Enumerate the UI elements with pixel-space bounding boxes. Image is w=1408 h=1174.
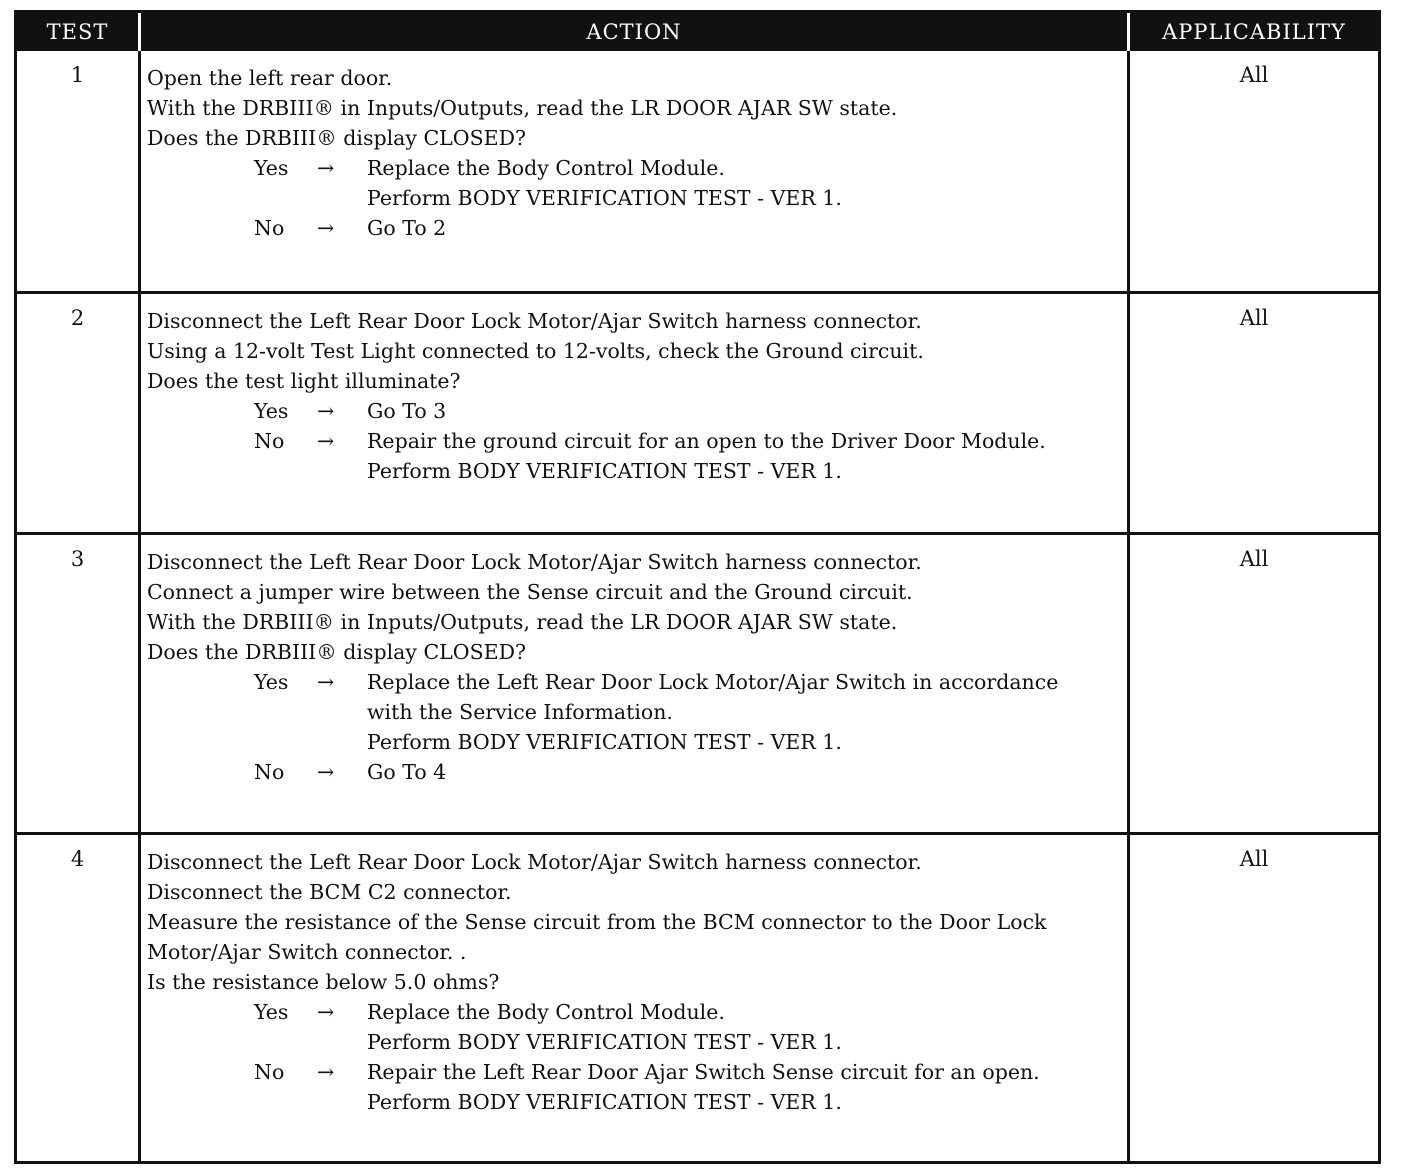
action-line: With the DRBIII® in Inputs/Outputs, read the LR DOOR AJAR SW state. bbox=[147, 610, 898, 634]
test-row bbox=[17, 832, 1378, 1164]
no-label: No bbox=[254, 429, 285, 453]
no-label: No bbox=[254, 216, 285, 240]
no-label: No bbox=[254, 760, 285, 784]
yes-label: Yes bbox=[254, 670, 289, 694]
test-number: 1 bbox=[70, 63, 85, 87]
arrow-icon: → bbox=[317, 1060, 335, 1084]
test-row bbox=[17, 532, 1378, 835]
arrow-icon: → bbox=[317, 429, 335, 453]
action-line: Disconnect the Left Rear Door Lock Motor/Ajar Switch harness connector. bbox=[147, 550, 922, 574]
test-number: 2 bbox=[70, 306, 85, 330]
arrow-icon: → bbox=[317, 399, 335, 423]
yes-action-text: Perform BODY VERIFICATION TEST - VER 1. bbox=[367, 1030, 842, 1054]
yes-action-text: Replace the Left Rear Door Lock Motor/Ajar Switch in accordance bbox=[367, 670, 1059, 694]
action-line: Does the test light illuminate? bbox=[147, 369, 461, 393]
yes-action-text: Replace the Body Control Module. bbox=[367, 156, 725, 180]
header-test: TEST bbox=[17, 13, 138, 51]
action-line: Connect a jumper wire between the Sense circuit and the Ground circuit. bbox=[147, 580, 913, 604]
applicability-value: All bbox=[1239, 306, 1269, 330]
action-cell bbox=[147, 306, 1127, 486]
action-cell bbox=[147, 847, 1127, 1117]
yes-response bbox=[147, 667, 1127, 757]
test-number: 4 bbox=[70, 847, 85, 871]
action-line: With the DRBIII® in Inputs/Outputs, read the LR DOOR AJAR SW state. bbox=[147, 96, 898, 120]
yes-action-text: Go To 3 bbox=[367, 399, 447, 423]
action-line: Is the resistance below 5.0 ohms? bbox=[147, 970, 500, 994]
yes-label: Yes bbox=[254, 399, 289, 423]
action-line: Motor/Ajar Switch connector. . bbox=[147, 940, 467, 964]
arrow-icon: → bbox=[317, 760, 335, 784]
yes-response bbox=[147, 997, 1127, 1057]
no-action-text: Perform BODY VERIFICATION TEST - VER 1. bbox=[367, 459, 842, 483]
applicability-value: All bbox=[1239, 847, 1269, 871]
arrow-icon: → bbox=[317, 1000, 335, 1024]
arrow-icon: → bbox=[317, 156, 335, 180]
yes-action-text: Perform BODY VERIFICATION TEST - VER 1. bbox=[367, 730, 842, 754]
yes-response bbox=[147, 396, 1127, 426]
applicability-value: All bbox=[1239, 63, 1269, 87]
action-line: Open the left rear door. bbox=[147, 66, 393, 90]
yes-action-text: Perform BODY VERIFICATION TEST - VER 1. bbox=[367, 186, 842, 210]
action-line: Disconnect the Left Rear Door Lock Motor/Ajar Switch harness connector. bbox=[147, 309, 922, 333]
yes-action-text: Replace the Body Control Module. bbox=[367, 1000, 725, 1024]
no-action-text: Repair the ground circuit for an open to the Driver Door Module. bbox=[367, 429, 1046, 453]
header-action: ACTION bbox=[141, 13, 1127, 51]
yes-label: Yes bbox=[254, 156, 289, 180]
no-response bbox=[147, 1057, 1127, 1117]
action-line: Disconnect the BCM C2 connector. bbox=[147, 880, 512, 904]
no-action-text: Perform BODY VERIFICATION TEST - VER 1. bbox=[367, 1090, 842, 1114]
header-applicability: APPLICABILITY bbox=[1130, 13, 1378, 51]
action-line: Using a 12-volt Test Light connected to 12-volts, check the Ground circuit. bbox=[147, 339, 924, 363]
test-number: 3 bbox=[70, 547, 85, 571]
no-response bbox=[147, 426, 1127, 486]
applicability-value: All bbox=[1239, 547, 1269, 571]
test-row bbox=[17, 291, 1378, 535]
arrow-icon: → bbox=[317, 216, 335, 240]
arrow-icon: → bbox=[317, 670, 335, 694]
yes-response bbox=[147, 153, 1127, 213]
test-row bbox=[17, 51, 1378, 291]
action-line: Disconnect the Left Rear Door Lock Motor/Ajar Switch harness connector. bbox=[147, 850, 922, 874]
no-response bbox=[147, 757, 1127, 787]
yes-action-text: with the Service Information. bbox=[367, 700, 673, 724]
no-action-text: Go To 2 bbox=[367, 216, 447, 240]
diagnostic-test-table bbox=[14, 10, 1381, 1164]
no-label: No bbox=[254, 1060, 285, 1084]
action-line: Does the DRBIII® display CLOSED? bbox=[147, 640, 527, 664]
yes-label: Yes bbox=[254, 1000, 289, 1024]
action-cell bbox=[147, 547, 1127, 787]
no-response bbox=[147, 213, 1127, 243]
action-line: Does the DRBIII® display CLOSED? bbox=[147, 126, 527, 150]
no-action-text: Go To 4 bbox=[367, 760, 447, 784]
action-line: Measure the resistance of the Sense circuit from the BCM connector to the Door Lock bbox=[147, 910, 1047, 934]
no-action-text: Repair the Left Rear Door Ajar Switch Sense circuit for an open. bbox=[367, 1060, 1040, 1084]
action-cell bbox=[147, 63, 1127, 243]
